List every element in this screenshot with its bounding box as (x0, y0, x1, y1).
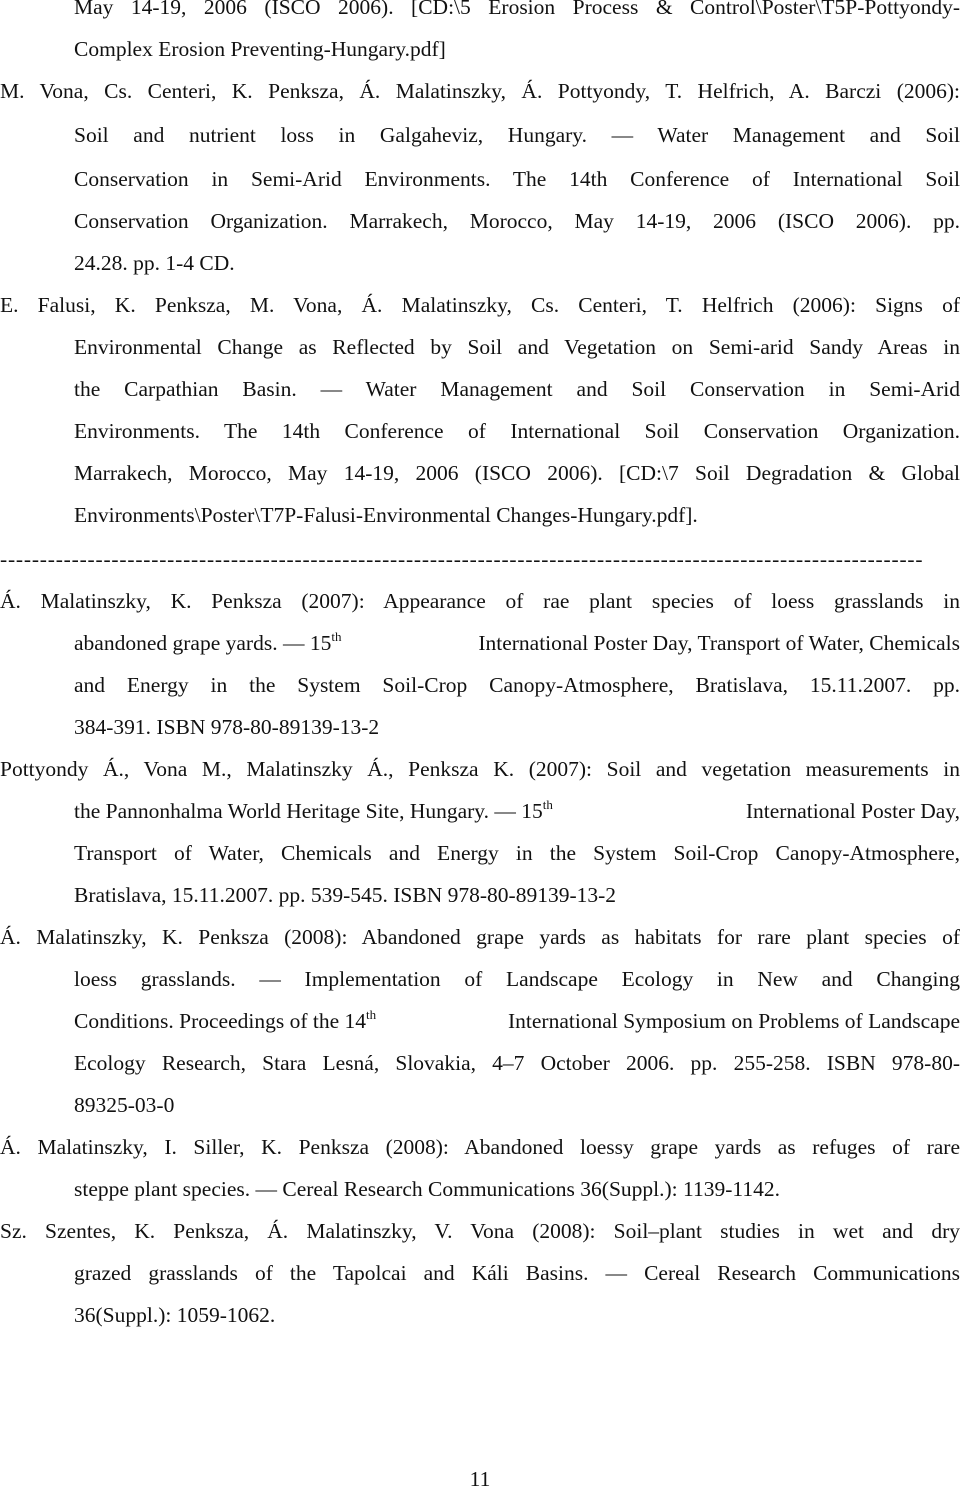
reference-line: Á. Malatinszky, I. Siller, K. Penksza (2008): Abandoned loessy grape yards as refuges of rare (0, 1135, 960, 1159)
reference-line: Ecology Research, Stara Lesná, Slovakia, 4–7 October 2006. pp. 255-258. ISBN 978-80- (74, 1051, 960, 1075)
reference-line: Environments. The 14th Conference of International Soil Conservation Organization. (74, 419, 960, 443)
reference-line: Complex Erosion Preventing-Hungary.pdf] (74, 37, 446, 61)
reference-line: Transport of Water, Chemicals and Energy in the System Soil-Crop Canopy-Atmosphere, (74, 841, 960, 865)
reference-line (74, 630, 960, 656)
reference-line: Bratislava, 15.11.2007. pp. 539-545. ISBN 978-80-89139-13-2 (74, 883, 617, 907)
reference-text: the Pannonhalma World Heritage Site, Hungary. — 15 (74, 799, 543, 823)
reference-line: 36(Suppl.): 1059-1062. (74, 1303, 276, 1327)
reference-line: and Energy in the System Soil-Crop Canopy-Atmosphere, Bratislava, 15.11.2007. pp. (74, 673, 960, 697)
reference-line: Pottyondy Á., Vona M., Malatinszky Á., Penksza K. (2007): Soil and vegetation measurements in (0, 757, 960, 781)
reference-line: 384-391. ISBN 978-80-89139-13-2 (74, 715, 380, 739)
reference-line: May 14-19, 2006 (ISCO 2006). [CD:\5 Erosion Process & Control\Poster\T5P-Pottyondy- (74, 0, 960, 19)
reference-line: 24.28. pp. 1-4 CD. (74, 251, 235, 275)
dashed-divider: -------------------------------------------------------------------------------------------------------------------- (0, 547, 924, 571)
reference-line (74, 798, 960, 824)
reference-line: Sz. Szentes, K. Penksza, Á. Malatinszky, V. Vona (2008): Soil–plant studies in wet and dry (0, 1219, 960, 1243)
reference-line: steppe plant species. — Cereal Research Communications 36(Suppl.): 1139-1142. (74, 1177, 780, 1201)
reference-line: Conservation in Semi-Arid Environments. The 14th Conference of International Soil (74, 167, 960, 191)
reference-text: Conditions. Proceedings of the 14 (74, 1009, 367, 1033)
reference-line: Á. Malatinszky, K. Penksza (2008): Abandoned grape yards as habitats for rare plant species of (0, 925, 960, 949)
reference-text: International Poster Day, Transport of Water, Chemicals (472, 631, 960, 655)
reference-line: Environmental Change as Reflected by Soil and Vegetation on Semi-arid Sandy Areas in (74, 335, 960, 359)
ordinal-suffix: th (542, 797, 553, 812)
reference-line: Conservation Organization. Marrakech, Morocco, May 14-19, 2006 (ISCO 2006). pp. (74, 209, 960, 233)
reference-line: E. Falusi, K. Penksza, M. Vona, Á. Malatinszky, Cs. Centeri, T. Helfrich (2006): Signs of (0, 293, 960, 317)
reference-line: loess grasslands. — Implementation of Landscape Ecology in New and Changing (74, 967, 960, 991)
reference-text: International Symposium on Problems of Landscape (502, 1009, 960, 1033)
reference-line: Environments\Poster\T7P-Falusi-Environmental Changes-Hungary.pdf]. (74, 503, 698, 527)
reference-line: Marrakech, Morocco, May 14-19, 2006 (ISCO 2006). [CD:\7 Soil Degradation & Global (74, 461, 960, 485)
reference-line: Á. Malatinszky, K. Penksza (2007): Appearance of rae plant species of loess grasslands in (0, 589, 960, 613)
reference-text: abandoned grape yards. — 15 (74, 631, 332, 655)
reference-line: M. Vona, Cs. Centeri, K. Penksza, Á. Malatinszky, Á. Pottyondy, T. Helfrich, A. Barczi (2006): (0, 79, 960, 103)
reference-text: International Poster Day, (740, 799, 960, 823)
reference-line: the Carpathian Basin. — Water Management and Soil Conservation in Semi-Arid (74, 377, 960, 401)
reference-line: Soil and nutrient loss in Galgaheviz, Hungary. — Water Management and Soil (74, 123, 960, 147)
ordinal-suffix: th (331, 629, 342, 644)
reference-line: grazed grasslands of the Tapolcai and Káli Basins. — Cereal Research Communications (74, 1261, 960, 1285)
ordinal-suffix: th (366, 1007, 377, 1022)
reference-line (74, 1008, 960, 1034)
reference-line: 89325-03-0 (74, 1093, 175, 1117)
page-number: 11 (469, 1467, 491, 1491)
